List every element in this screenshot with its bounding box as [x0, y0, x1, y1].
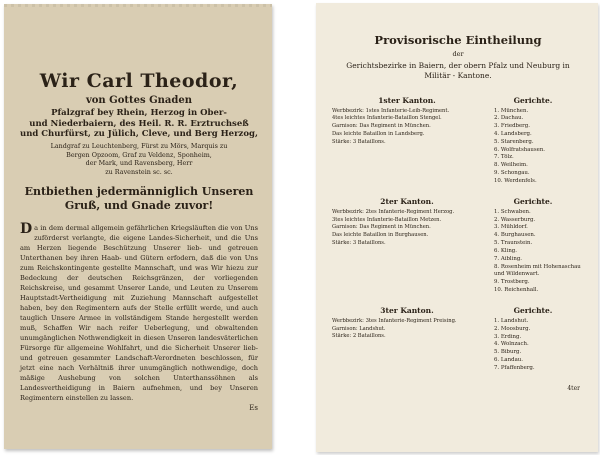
gericht-item: 10. Reichenhall. — [494, 287, 539, 294]
gericht-item: 9. Schongau. — [494, 170, 530, 177]
gerichte-label: Gerichte. — [513, 196, 553, 206]
kanton-section-3 — [332, 306, 584, 373]
kanton-detail-line: Garnison: Landshut. — [332, 325, 386, 332]
kanton-detail-line: Werbbezirk: 1stes Infanterie-Leib-Regiment. — [332, 107, 450, 114]
kanton-detail-line: Das leichte Bataillon in Landsberg. — [332, 130, 425, 137]
left-document-page — [4, 4, 272, 449]
gericht-item: 3. Friedberg. — [494, 123, 530, 130]
gericht-item: 5. Biburg. — [494, 349, 522, 356]
titles-line: und Churfürst, zu Jülich, Cleve, und Berg Herzog, — [20, 129, 258, 140]
right-page-catchword: 4ter — [567, 385, 580, 392]
kanton-detail-line: Werbbezirk: 2tes Infanterie-Regiment Herzog. — [332, 208, 455, 215]
kanton-detail-line: Stärke: 3 Bataillons. — [332, 138, 386, 145]
kanton-detail-line: Stärke: 2 Bataillons. — [332, 333, 386, 340]
titles-small-line: zu Ravenstein sc. sc. — [105, 167, 173, 176]
gericht-item: 4. Burghausen. — [494, 232, 536, 239]
body-text: a in dem dermal allgemein gefährlichen Kriegsläuften die von Uns zuförderst verlangte, die eigene Landes-Sicherheit, und die Uns am Herzen liegende Beschützung Unserer lieb- und getreuen Unterthanen bey ihren Haab- und Gütern erfodern, daß die von Uns zum Reichskontingente gestellte Mannschaft, und was Wir hiezu zur Bedeckung der deutschen Reichsgränzen, der vorliegenden Reichskreise, und gesammt Unserer Lande, und Leuten zu Unserem Hauptstadt-Vertheidigung mit Zuziehung Mannschaft aufgestellet haben, bey den Regimentern aufs der Stelle erfüllt werde, und auch tauglich Unsere Armee in vollständigem Stande hergestellt werden muß, Schaffen Wir nach reifer Ueberlegung, und obwaltenden unumgänglichen Nothwendigkeit in diesen Unseren landesväterlichen Fürsorge für allgemeine Wohlfahrt, und die Sicherheit Unserer lieb- und getreuen gesammter Landschaft-Verordneten beschlossen, für jetzt eine nach Verhältniß ihrer unumgänglich nothwendige, doch mäßige Aushebung von solchen Unterthanssöhnen als Landesvertheidigung in Baiern aufnehmen, und bey Unseren Regimentern einstellen zu lassen. — [20, 223, 258, 403]
gericht-item: 2. Moosburg. — [494, 325, 531, 332]
gericht-item: 1. Landshut. — [494, 317, 529, 324]
greeting-line: Gruß, und Gnade zuvor! — [64, 199, 214, 213]
kanton-detail-line: 4tes leichtes Infanterie-Bataillon Stengel. — [332, 115, 442, 122]
gericht-item: 10. Werdenfels. — [494, 177, 537, 184]
gericht-item: 7. Pfaffenberg. — [494, 364, 535, 371]
kanton-detail-line: Garnison: Das Regiment in München. — [332, 123, 431, 130]
gericht-item: 2. Wasserburg. — [494, 216, 536, 223]
kanton-section-2 — [332, 197, 584, 295]
gericht-item: 3. Erding. — [494, 333, 522, 340]
left-page-body — [20, 220, 258, 403]
gerichte-label: Gerichte. — [513, 95, 553, 105]
kanton-section-1 — [332, 96, 584, 186]
kanton-detail-line: Das leichte Bataillon in Burghausen. — [332, 232, 429, 239]
gerichte-label: Gerichte. — [513, 305, 553, 315]
gericht-item: 6. Landau. — [494, 357, 523, 364]
kanton-detail-line: Garnison: Das Regiment in München. — [332, 224, 431, 231]
gericht-item: 8. Rosenheim mit Hohenaschau und Wildenwart. — [494, 263, 581, 278]
gericht-item: 3. Mühldorf. — [494, 224, 528, 231]
greeting-line: Entbiethen jedermänniglich Unseren — [24, 185, 254, 199]
left-page-titles — [20, 108, 258, 140]
right-page-subtitle: Gerichtsbezirke in Baiern, der obern Pfalz und Neuburg in Militär - Kantone. — [346, 61, 570, 80]
gericht-item: 4. Wolnzach. — [494, 341, 529, 348]
gericht-item: 7. Aibling. — [494, 255, 523, 262]
gericht-item: 5. Traunstein. — [494, 240, 533, 247]
right-document-page — [316, 3, 598, 452]
titles-line: Pfalzgraf bey Rhein, Herzog in Ober- — [51, 108, 227, 118]
kanton-label: 1ster Kanton. — [378, 95, 436, 105]
left-page-titles-small — [20, 142, 258, 177]
kanton-label: 3ter Kanton. — [380, 305, 434, 315]
kanton-details — [332, 209, 482, 295]
kanton-detail-line: Werbbezirk: 3tes Infanterie-Regiment Preising. — [332, 317, 457, 324]
kanton-details — [332, 108, 482, 186]
gerichte-list — [482, 318, 584, 373]
titles-line: und Niederbaiern, des Heil. R. R. Erztruchseß — [29, 118, 249, 129]
gericht-item: 1. Schwaben. — [494, 208, 531, 215]
gericht-item: 5. Starenberg. — [494, 138, 534, 145]
right-page-der: der — [452, 50, 464, 58]
kanton-detail-line: Stärke: 3 Bataillons. — [332, 239, 386, 246]
titles-small-line: Bergen Opzoom, Graf zu Veldenz, Sponheim, — [66, 150, 212, 159]
titles-small-line: der Mark, und Ravensberg, Herr — [85, 159, 193, 168]
gericht-item: 1. München. — [494, 107, 529, 114]
kanton-detail-line: 3tes leichtes Infanterie-Bataillon Metzen. — [332, 216, 442, 223]
left-page-heading: Wir Carl Theodor, — [39, 70, 239, 92]
gericht-item: 6. Kling. — [494, 247, 517, 254]
gerichte-list — [482, 209, 584, 295]
titles-small-line: Landgraf zu Leuchtenberg, Fürst zu Mörs, Marquis zu — [50, 141, 228, 150]
left-page-greeting — [20, 185, 258, 213]
left-page-top-edge — [4, 4, 272, 7]
gericht-item: 7. Tölz. — [494, 154, 514, 161]
gericht-item: 8. Weilheim. — [494, 162, 528, 169]
left-page-catchword: Es — [249, 404, 258, 413]
gericht-item: 9. Trostberg. — [494, 279, 530, 286]
gericht-item: 2. Dachau. — [494, 115, 524, 122]
body-dropcap: D — [20, 220, 33, 237]
left-page-subheading: von Gottes Gnaden — [85, 95, 193, 106]
gerichte-list — [482, 108, 584, 186]
right-page-title: Provisorische Eintheilung — [374, 33, 542, 47]
kanton-label: 2ter Kanton. — [380, 196, 434, 206]
kanton-details — [332, 318, 482, 373]
gericht-item: 6. Wolfratshausen. — [494, 146, 546, 153]
gericht-item: 4. Landsberg. — [494, 130, 532, 137]
